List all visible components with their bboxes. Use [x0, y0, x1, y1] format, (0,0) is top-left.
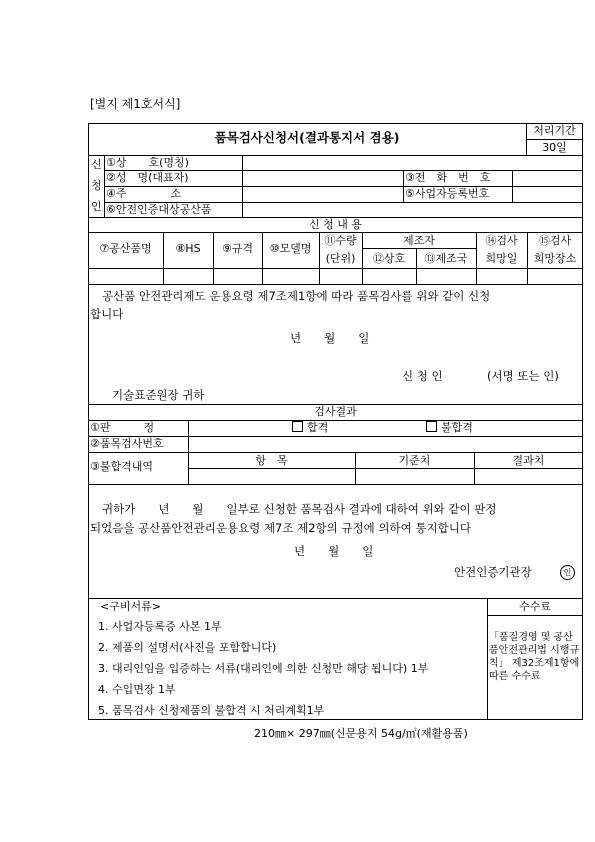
col-place-line1: ⑮검사 [538, 234, 572, 247]
fee-header: 수수료 [519, 600, 551, 613]
applicant-side-label-3: 인 [91, 200, 102, 213]
col-result: 결과치 [512, 454, 545, 467]
col-model: ⑩모델명 [269, 242, 312, 255]
period-label: 처리기간 [533, 124, 576, 137]
document-item-2: 2. 제품의 설명서(사진을 포함합니다) [98, 641, 277, 654]
document-item-3: 3. 대리인임을 입증하는 서류(대리인에 의한 신청만 해당 됩니다) 1부 [98, 662, 429, 675]
pass-box-icon[interactable] [292, 421, 303, 432]
sign-hint: (서명 또는 인) [487, 369, 559, 383]
documents-header: <구비서류> [100, 600, 161, 613]
col-qty-line2: (단위) [325, 252, 356, 265]
fail-detail-label: ③불합격내역 [90, 460, 153, 473]
col-spec: ⑨규격 [221, 242, 254, 255]
statement-line2: 합니다 [90, 307, 124, 321]
verdict-label: ①판 정 [90, 421, 155, 434]
col-standard: 기준치 [398, 454, 431, 467]
issuer: 안전인증기관장 [454, 565, 532, 579]
col-item: 항 목 [255, 454, 288, 467]
col-maker-name: ⑫상호 [372, 252, 406, 265]
rep-label: ②성 명(대표자) [106, 171, 189, 184]
applicant-sign: 신 청 인 [402, 369, 443, 383]
fee-text: 「품질경영 및 공산품안전관리법 시행규칙」 제32조제1항에 따른 수수료 [489, 632, 580, 682]
seal-icon: 인 [560, 565, 575, 580]
col-place-line2: 희망장소 [533, 252, 577, 265]
fail-box-icon[interactable] [426, 421, 437, 432]
applicant-side-label-1: 신 [91, 158, 102, 171]
pass-checkbox[interactable] [292, 421, 328, 434]
product-label: ⑥안전인증대상공산품 [106, 203, 212, 216]
notice-line2: 되었음을 공산품안전관리운용요령 제7조 제2항의 규정에 의하여 통지합니다 [90, 521, 471, 535]
col-product-name: ⑦공산품명 [99, 242, 152, 255]
col-date-line1: ⑭검사 [485, 234, 518, 247]
name-label: ①상 호(명칭) [106, 156, 189, 169]
col-date-line2: 희망일 [485, 252, 518, 265]
document-item-5: 5. 품목검사 신청제품의 불합격 시 처리계획1부 [98, 704, 325, 717]
notice-date: 년 월 일 [294, 544, 374, 558]
document-item-1: 1. 사업자등록증 사본 1부 [98, 620, 222, 633]
col-hs: ⑧HS [175, 242, 201, 255]
regno-label: ⑤사업자등록번호 [405, 187, 490, 200]
inspection-number-label: ②품목검사번호 [90, 437, 164, 450]
col-maker: 제조자 [403, 234, 435, 247]
col-qty-line1: ⑪수량 [324, 234, 357, 247]
address-label: ④주 소 [106, 187, 182, 200]
result-header: 검사결과 [314, 405, 357, 418]
notice-line1: 귀하가 년 월 일부로 신청한 품목검사 결과에 대하여 위와 같이 판정 [102, 502, 497, 516]
applicant-side-label-2: 청 [91, 179, 102, 192]
col-maker-country: ⑬제조국 [424, 252, 468, 265]
fail-checkbox[interactable] [426, 421, 473, 434]
statement-date: 년 월 일 [290, 331, 370, 345]
footer-paper-spec: 210㎜× 297㎜(신문용지 54g/㎡(재활용품) [254, 727, 468, 740]
addressee: 기술표준원장 귀하 [112, 388, 205, 402]
pass-label: 합격 [307, 421, 329, 434]
document-item-4: 4. 수입면장 1부 [98, 683, 176, 696]
form-label: [별지 제1호서식] [90, 97, 181, 111]
form-title: 품목검사신청서(결과통지서 겸용) [214, 130, 400, 145]
statement-line1: 공산품 안전관리제도 운용요령 제7조제1항에 따라 품목검사를 위와 같이 신청 [102, 289, 491, 303]
fail-label: 불합격 [441, 421, 473, 434]
period-value: 30일 [542, 141, 567, 154]
phone-label: ③전 화 번 호 [405, 171, 491, 184]
request-header: 신 청 내 용 [309, 218, 362, 231]
